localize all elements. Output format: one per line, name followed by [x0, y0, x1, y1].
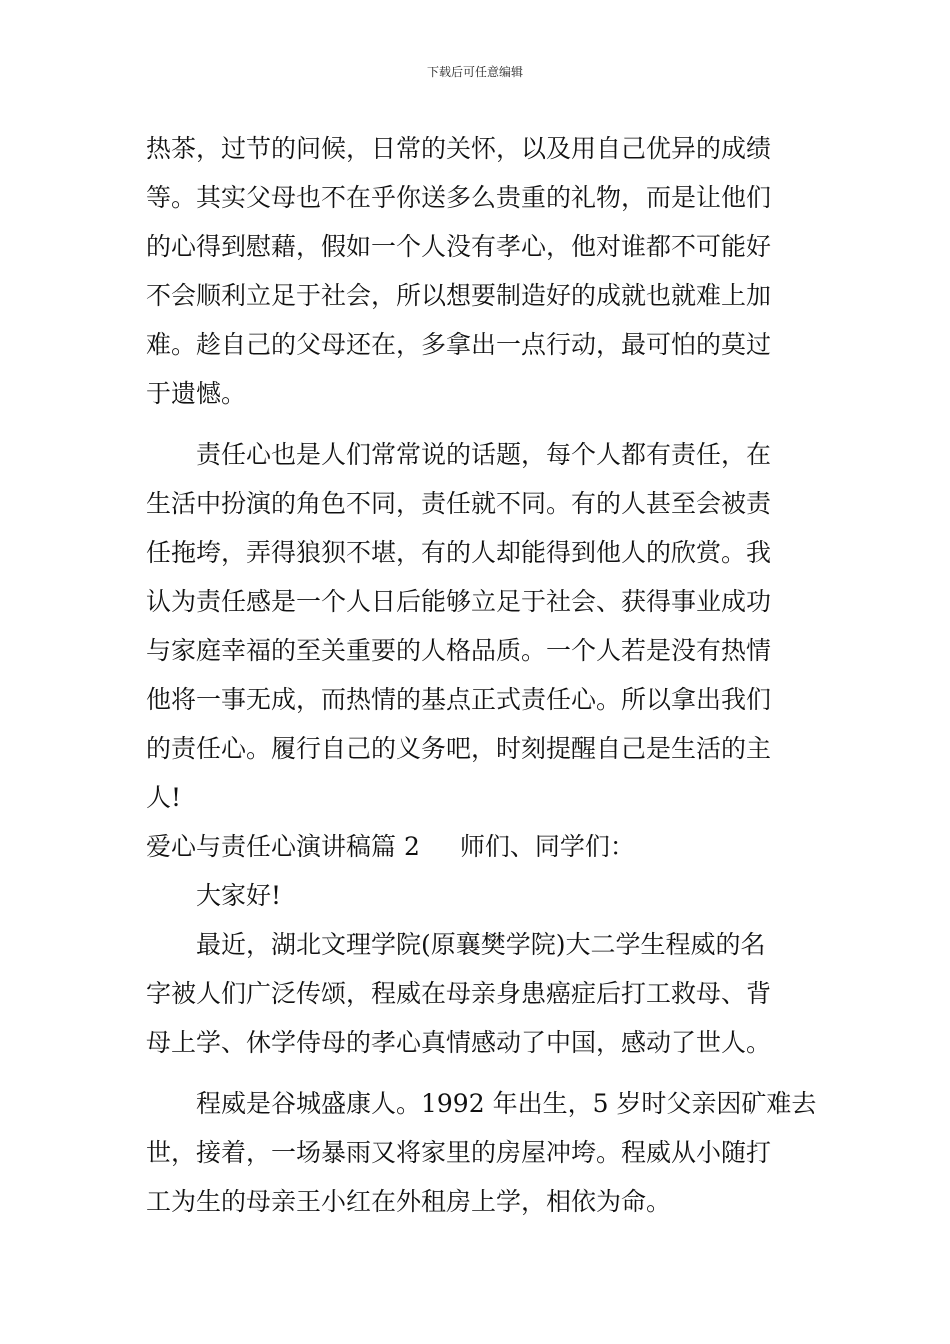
text-line: 于遗憾。: [146, 379, 247, 408]
text-line: 最近，湖北文理学院(原襄樊学院)大二学生程威的名: [196, 930, 766, 959]
text-line: 难。趁自己的父母还在，多拿出一点行动，最可怕的莫过: [146, 330, 772, 359]
text-line: 工为生的母亲王小红在外租房上学，相依为命。: [146, 1187, 672, 1216]
text-line: 字被人们广泛传颂，程威在母亲身患癌症后打工救母、背: [146, 979, 772, 1008]
document-body: [146, 124, 817, 1226]
paragraph-responsibility: [146, 430, 808, 822]
paragraph-filial-piety: [146, 124, 808, 418]
text-line: 不会顺利立足于社会，所以想要制造好的成就也就难上加: [146, 281, 772, 310]
text-line: 生活中扮演的角色不同，责任就不同。有的人甚至会被责: [146, 489, 772, 518]
section-title-salutation: 师们、同学们：: [459, 832, 635, 861]
paragraph-background: [146, 1079, 817, 1226]
text-line: 热茶，过节的问候，日常的关怀，以及用自己优异的成绩: [146, 134, 772, 163]
paragraph-news: [146, 920, 808, 1067]
text-line: 等。其实父母也不在乎你送多么贵重的礼物，而是让他们: [146, 183, 772, 212]
text-line: 任拖垮，弄得狼狈不堪，有的人却能得到他人的欣赏。我: [146, 538, 772, 567]
text-line: 他将一事无成，而热情的基点正式责任心。所以拿出我们: [146, 685, 772, 714]
section-title: [146, 822, 808, 871]
text-line: 程威是谷城盛康人。1992 年出生，5 岁时父亲因矿难去: [196, 1089, 817, 1118]
text-line: 责任心也是人们常常说的话题，每个人都有责任，在: [196, 440, 772, 469]
text-line: 与家庭幸福的至关重要的人格品质。一个人若是没有热情: [146, 636, 772, 665]
greeting: 大家好!: [196, 881, 282, 910]
text-line: 母上学、休学侍母的孝心真情感动了中国，感动了世人。: [146, 1028, 772, 1057]
text-line: 的责任心。履行自己的义务吧，时刻提醒自己是生活的主: [146, 734, 772, 763]
page-header: 下载后可任意编辑: [426, 65, 523, 79]
section-title-main: 爱心与责任心演讲稿篇 2: [146, 832, 420, 861]
text-line: 的心得到慰藉，假如一个人没有孝心，他对谁都不可能好: [146, 232, 772, 261]
text-line: 人!: [146, 783, 182, 812]
text-line: 认为责任感是一个人日后能够立足于社会、获得事业成功: [146, 587, 772, 616]
text-line: 世，接着，一场暴雨又将家里的房屋冲垮。程威从小随打: [146, 1138, 772, 1167]
